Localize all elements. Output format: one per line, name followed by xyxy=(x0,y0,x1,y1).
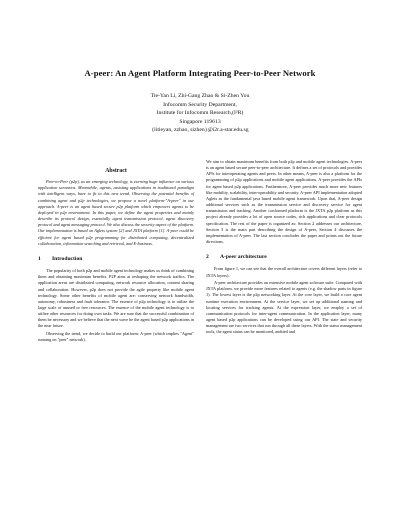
abstract-heading: Abstract xyxy=(105,168,127,174)
author-block xyxy=(0,92,400,135)
section-title: A-peer architecture xyxy=(220,254,267,261)
author-emails: {litieyan, zzhao, sizhen}@i2r.a-star.edu.sg xyxy=(151,127,249,134)
architecture-paragraph-1: From figure 1, we can see that the overall architecture covers different layers (refer to JXTA layers). xyxy=(206,266,362,278)
section-heading-introduction xyxy=(38,256,194,262)
right-column xyxy=(206,159,362,336)
abstract-text: Peer-to-Peer (p2p), as an emerging technology, is exerting huge influence on various application scenarios. Meanwhile, agents, assisting applications in traditional paradigm with intelligent ways, have to fit in this new trend. Observing the potential benefits of combining agent and p2p technologies, we propose a novel platform-"A-peer" in our approach. A-peer is an agent based secure p2p platform which empowers agents to be deployed in p2p environment. In this paper, we define the agent properties and mainly describe its protocol design, essentially agent transmission protocol, agent discovery protocol and agent messaging protocol. We also discuss the security aspect of the platform. Our implementation is based on Aglets system [2] and JXTA platform [1]. A-peer could be efficient for agent based p2p programming for distributed computing, decentralized collaboration, information searching and retrieval, and E-business. xyxy=(38,179,194,246)
intro-paragraph-3: We aim to obtain maximum benefits from both p2p and mobile agent technologies. A-peer is an agent based secure peer-to-peer architecture. It defines a set of protocols and provides APIs for interoperating agents and peers. In other means, A-peer is also a platform for the programming of p2p applications and mobile agent applications. A-peer provides the APIs for agent based p2p applications. Furthermore, A-peer provides much more new features like mobility, scalability, inter-operability and security. A-peer API implementation adopted Aglets as the fundamental java based mobile agent framework. Upon that, A-peer design additional services such as the transmission service and discovery service for agent transmission and tracking. Another conformed platform is the JXTA p2p platform as this project already provides a lot of open source codes, rich applications and clear protocols specification. The rest of the paper is organized as: Section 2 addresses our architecture, Section 3 is the main part describing the design of A-peer, Section 4 discusses the implementation of A-peer. The last section concludes the paper and points out the future directions. xyxy=(206,159,362,245)
section-heading-architecture xyxy=(206,254,362,260)
architecture-paragraph-2: A-peer architecture provides an extensive mobile agent software suite. Compared with JXTA platform, we provide more features related to agents (e.g. the shadow parts in figure 1). The lowest layer is the p2p networking layer. At the core layer, we build a core agent runtime execution environment. At the service layer, we set up additional naming and locating services for tracking agents. At the expression layer, we employ a set of communication protocols for inter-agent communication. In the application layer, many agent based p2p applications can be developed using our API. The state and security management are two services that run through all these layers. With the status management tools, the agent status can be monitored, audited and xyxy=(206,280,362,335)
author-location: Singapore 119613 xyxy=(179,118,221,125)
left-column xyxy=(38,168,194,343)
paper-title: A-peer: An Agent Platform Integrating Peer-to-Peer Network xyxy=(84,68,316,78)
intro-paragraph-2: Observing the trend, we decide to build our platform: A-peer (which implies "Agent" running on "peer" network). xyxy=(38,331,194,343)
section-number: 2 xyxy=(206,254,209,261)
author-names: Tie-Yan Li, Zhi-Gang Zhao & Si-Zhen You xyxy=(150,93,250,99)
section-number: 1 xyxy=(38,255,41,262)
section-title: Introduction xyxy=(52,255,83,262)
abstract xyxy=(38,179,194,247)
author-institute: Institute for Infocomm Research,(I²R) xyxy=(156,110,244,117)
intro-paragraph-1: The popularity of both p2p and mobile agent technology makes us think of combining them and obtaining maximum benefits. P2P aims at reshaping the network traffics. The application areas are distributed computing, network resource allocation, content sharing and collaboration. However, p2p does not provide the agile property like mobile agent technology. Some other benefits of mobile agent are: conserving network bandwidth, autonomy, robustness and fault tolerance. The essence of p2p technology is to utilize the large scale of unused or free resources. The essence of the mobile agent technology is to utilize other resources for doing own tasks. We are sure that the successful combination of them be necessary and we believe that the next wave be the agent based p2p applications in the near future. xyxy=(38,268,194,329)
author-department: Infocomm Security Department, xyxy=(163,101,237,108)
